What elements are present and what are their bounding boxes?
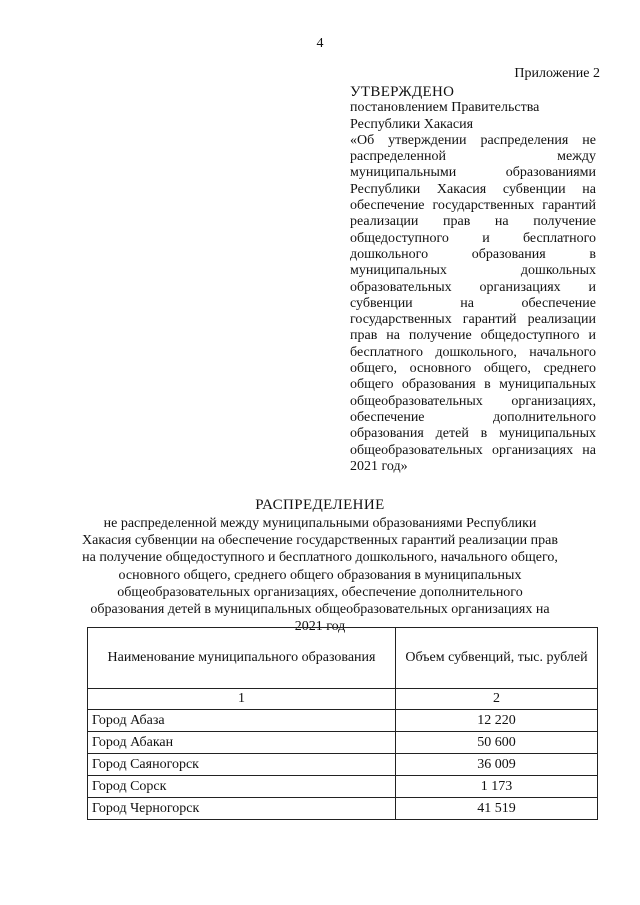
subsidy-table [87,627,598,820]
page-number: 4 [316,36,324,51]
municipality-name: Город Черногорск [88,798,396,820]
approved-heading: УТВЕРЖДЕНО [350,84,455,100]
subsidy-amount: 41 519 [396,798,598,820]
subsidy-amount: 36 009 [396,754,598,776]
municipality-name: Город Саяногорск [88,754,396,776]
approval-issuer-line-2: Республики Хакасия [350,116,474,132]
subsidy-amount: 12 220 [396,710,598,732]
subsidy-amount: 1 173 [396,776,598,798]
document-subtitle: не распределенной между муниципальными образованиями Республики Хакасия субвенции на обеспечение государственных гарантий реализации прав на получение общедоступного и бесплатного дошкольного, начального общего, основного общего, среднего общего образования в муниципальных общеобразовательных организациях, обеспечение дополнительного образования детей в муниципальных общеобразовательных организациях на 2021 год [82,516,558,635]
municipality-name: Город Абаза [88,710,396,732]
approval-block [350,84,596,475]
header-subsidy-amount: Объем субвенций, тыс. рублей [396,628,598,689]
approval-issuer-line-1: постановлением Правительства [350,100,540,116]
header-municipality-name: Наименование муниципального образования [88,628,396,689]
municipality-name: Город Абакан [88,732,396,754]
column-index-row [88,689,598,710]
appendix-label: Приложение 2 [514,66,600,81]
column-index-1: 1 [88,689,396,710]
subsidy-amount: 50 600 [396,732,598,754]
document-title: РАСПРЕДЕЛЕНИЕ [255,497,385,513]
table-header-row [88,628,598,689]
table-row [88,798,598,820]
table-row [88,710,598,732]
column-index-2: 2 [396,689,598,710]
table-row [88,732,598,754]
table-row [88,754,598,776]
table-row [88,776,598,798]
municipality-name: Город Сорск [88,776,396,798]
resolution-title: «Об утверждении распределения не распределенной между муниципальными образованиями Республики Хакасия субвенции на обеспечение государственных гарантий реализации прав на получение общедоступного и бесплатного дошкольного образования в муниципальных дошкольных образовательных организациях и субвенции на обеспечение государственных гарантий реализации прав на получение общедоступного и бесплатного дошкольного, начального общего, основного общего, среднего общего образования в муниципальных общеобразовательных организациях, обеспечение дополнительного образования детей в муниципальных общеобразовательных организациях на 2021 год» [350,132,596,474]
